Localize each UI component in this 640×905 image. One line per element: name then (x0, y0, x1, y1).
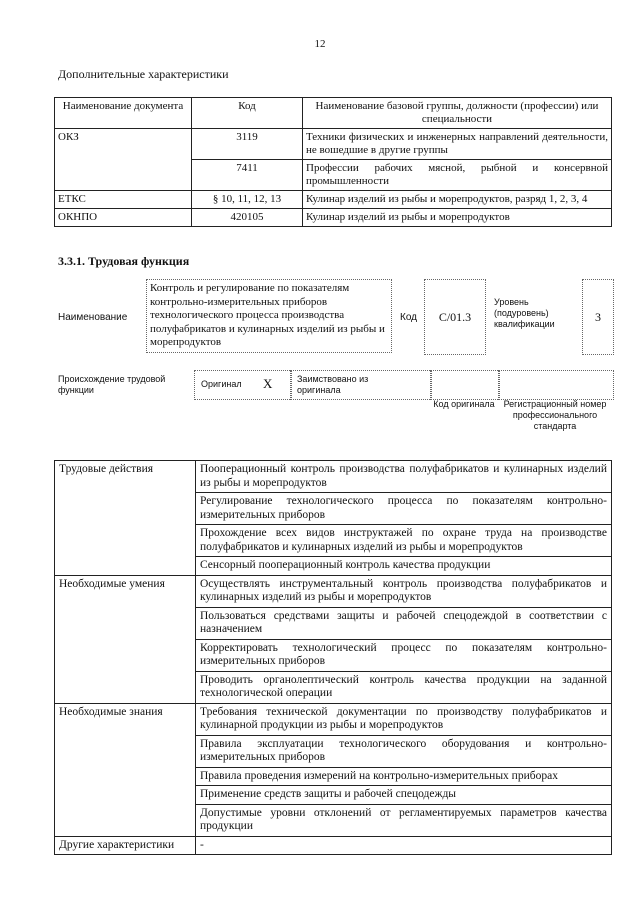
cell-name: Кулинар изделий из рыбы и морепродуктов, разряд 1, 2, 3, 4 (303, 191, 612, 209)
header-group-name: Наименование базовой группы, должности (профессии) или специальности (303, 98, 612, 129)
registration-number-box (498, 370, 614, 400)
cell-code: 7411 (192, 160, 303, 191)
cell-doc: ЕТКС (55, 191, 192, 209)
cell-doc: ОКНПО (55, 209, 192, 227)
other-label: Другие характеристики (55, 836, 196, 855)
list-item: Прохождение всех видов инструктажей по охране труда на производстве полуфабрикатов и кулинарных изделий из рыбы и морепродуктов (196, 525, 612, 557)
function-name: Контроль и регулирование по показателям контрольно-измерительных приборов технологического процесса производства полуфабрикатов и кулинарных изделий из рыбы и морепродуктов (146, 279, 392, 353)
cell-code: § 10, 11, 12, 13 (192, 191, 303, 209)
table-row (55, 575, 612, 607)
original-box (194, 370, 292, 400)
header-code: Код (192, 98, 303, 129)
actions-label: Трудовые действия (55, 461, 196, 576)
table-header-row (55, 98, 612, 129)
table-row (55, 209, 612, 227)
list-item: Осуществлять инструментальный контроль производства полуфабрикатов и кулинарных изделий из рыбы и морепродуктов (196, 575, 612, 607)
function-code: C/01.3 (424, 279, 486, 355)
list-item: Правила эксплуатации технологического оборудования и контрольно-измерительных приборов (196, 735, 612, 767)
list-item: Регулирование технологического процесса по показателям контрольно-измерительных приборов (196, 493, 612, 525)
table-row (55, 703, 612, 735)
list-item: Корректировать технологический процесс по показателям контрольно-измерительных приборов (196, 639, 612, 671)
page-number: 12 (314, 38, 326, 50)
borrowed-label: Заимствовано из оригинала (297, 374, 369, 395)
table-row (55, 191, 612, 209)
cell-code: 420105 (192, 209, 303, 227)
cell-name: Техники физических и инженерных направлений деятельности, не вошедшие в другие группы (303, 129, 612, 160)
cell-doc: ОКЗ (55, 129, 192, 191)
table-row (55, 461, 612, 493)
additional-characteristics-table (54, 97, 612, 227)
skills-label: Необходимые умения (55, 575, 196, 703)
function-details-table (54, 460, 612, 855)
header-document: Наименование документа (55, 98, 192, 129)
list-item: Требования технической документации по производству полуфабрикатов и кулинарной продукции из рыбы и морепродуктов (196, 703, 612, 735)
code-original-box (430, 370, 500, 400)
origin-label: Происхождение трудовой функции (58, 374, 166, 395)
cell-code: 3119 (192, 129, 303, 160)
list-item: Сенсорный пооперационный контроль качества продукции (196, 557, 612, 576)
list-item: Пользоваться средствами защиты и рабочей спецодеждой в соответствии с назначением (196, 607, 612, 639)
original-label: Оригинал (201, 379, 242, 389)
cell-name: Профессии рабочих мясной, рыбной и консервной промышленности (303, 160, 612, 191)
code-label: Код (400, 312, 418, 323)
qualification-level-label: Уровень (подуровень) квалификации (494, 297, 555, 329)
list-item: Пооперационный контроль производства полуфабрикатов и кулинарных изделий из рыбы и морепродуктов (196, 461, 612, 493)
list-item: Правила проведения измерений на контрольно-измерительных приборах (196, 767, 612, 786)
list-item: Применение средств защиты и рабочей спецодежды (196, 786, 612, 805)
function-title: 3.3.1. Трудовая функция (58, 254, 190, 268)
cell-name: Кулинар изделий из рыбы и морепродуктов (303, 209, 612, 227)
registration-number-label: Регистрационный номер профессионального стандарта (503, 399, 607, 431)
other-value: - (196, 836, 612, 855)
list-item: Проводить органолептический контроль качества продукции на заданной технологической операции (196, 671, 612, 703)
table-row (55, 836, 612, 855)
function-name-label: Наименование (58, 312, 128, 323)
qualification-level: 3 (582, 279, 614, 355)
additional-characteristics-heading: Дополнительные характеристики (58, 67, 229, 81)
list-item: Допустимые уровни отклонений от регламентируемых параметров качества продукции (196, 804, 612, 836)
knowledge-label: Необходимые знания (55, 703, 196, 836)
borrowed-box (290, 370, 432, 400)
table-row (55, 129, 612, 160)
original-mark: X (263, 376, 273, 391)
code-original-label: Код оригинала (433, 399, 495, 409)
